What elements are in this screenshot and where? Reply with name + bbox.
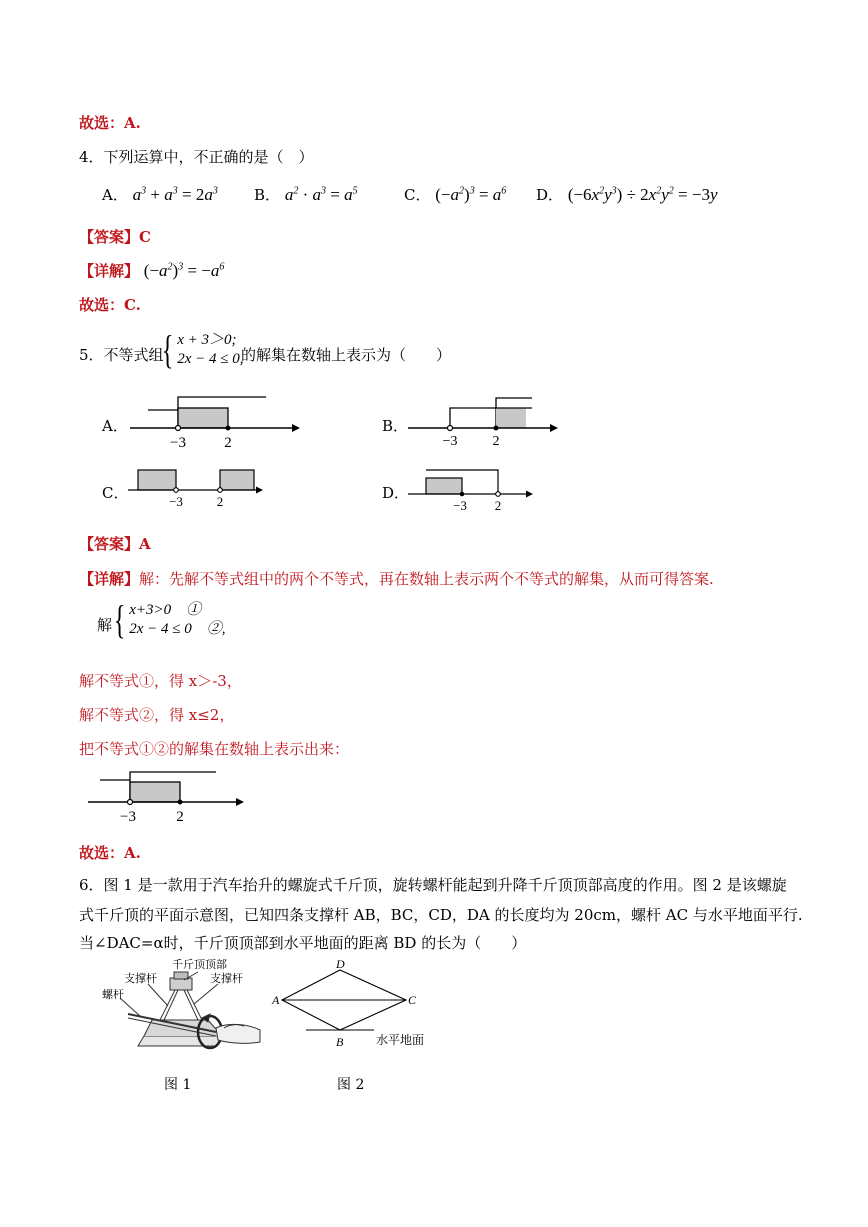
q5-system-line2: 2x − 4 ≤ 0,: [177, 351, 244, 367]
q5-option-a-label: A．: [102, 417, 128, 435]
q6-line3: 当∠DAC=α时，千斤顶顶部到水平地面的距离 BD 的长为（ ）: [79, 934, 527, 952]
q5-option-b-label: B．: [382, 417, 409, 435]
q4-option-b-label: B．: [254, 186, 281, 204]
q5-stem-suffix: 的解集在数轴上表示为（ ）: [241, 346, 452, 364]
q6-line2: 式千斤顶的平面示意图，已知四条支撑杆 AB，BC，CD，DA 的长度均为 20cm，螺杆 AC 与水平地面平行.: [79, 906, 803, 924]
q5-system-line1: x + 3＞0;: [177, 332, 237, 348]
q4-detail-formula: $(-a^2)^3 = -a^6$: [143, 261, 225, 280]
q5-option-a-numberline: [120, 390, 300, 452]
q4-option-a: [102, 184, 218, 205]
q5-c-tick-2: 2: [216, 494, 224, 509]
q4-option-c-label: C．: [404, 186, 431, 204]
q6-line1: 6．图 1 是一款用于汽车抬升的螺旋式千斤顶，旋转螺杆能起到升降千斤顶顶部高度的作用。图 2 是该螺旋: [79, 876, 787, 894]
q5-stem-prefix: 5．不等式组: [79, 346, 164, 364]
q5-step1: 解不等式①，得 x＞-3，: [79, 672, 242, 690]
q6-figure1-jack: [98, 958, 270, 1064]
q5-b-tick-neg3: −3: [442, 434, 458, 449]
q5-solve-prefix: 解: [97, 616, 113, 634]
q4-option-d: [536, 184, 718, 205]
q5-sol-tick-2: 2: [176, 809, 184, 825]
q5-option-c-numberline: [120, 462, 270, 514]
q5-c-tick-neg3: −3: [169, 494, 183, 509]
q4-option-b-formula: $a^2 \cdot a^3 = a^5$: [284, 185, 358, 204]
q5-a-tick-2: 2: [224, 435, 232, 451]
q6-fig1-rod-right-label: 支撑杆: [210, 973, 243, 985]
q5-detail-text: 解：先解不等式组中的两个不等式，再在数轴上表示两个不等式的解集，从而可得答案.: [139, 570, 714, 588]
q5-brace: {: [161, 327, 174, 372]
q4-option-c: [404, 184, 506, 205]
q5-option-c-label: C．: [102, 484, 129, 502]
q5-detail-label: 【详解】: [79, 570, 140, 588]
q4-detail: [79, 260, 224, 281]
q6-fig2-point-c: C: [408, 993, 417, 1007]
q6-fig2-ground-label: 水平地面: [376, 1033, 425, 1047]
q4-option-a-label: A．: [102, 186, 128, 204]
q6-fig2-point-a: A: [272, 993, 280, 1007]
q6-fig2-point-d: D: [336, 958, 345, 971]
q5-d-tick-2: 2: [494, 498, 502, 513]
q5-option-d-numberline: [400, 462, 540, 516]
q5-detail: [79, 568, 714, 589]
q6-figure2-rhombus: [266, 958, 436, 1058]
q4-option-b: [254, 184, 358, 205]
q6-fig1-rod-left-label: 支撑杆: [124, 973, 157, 985]
q5-solve-line1: x+3>0 ①: [129, 602, 202, 618]
q6-figure1-caption: 图 1: [164, 1077, 192, 1093]
previous-conclusion: 故选：A.: [79, 114, 141, 132]
q5-solution-numberline: [84, 762, 254, 826]
q5-solve-line2: 2x − 4 ≤ 0 ②,: [129, 621, 226, 637]
q6-fig2-point-b: B: [336, 1035, 344, 1049]
q5-answer: 【答案】A: [79, 535, 151, 553]
q5-step3: 把不等式①②的解集在数轴上表示出来：: [79, 740, 350, 758]
q4-conclusion: 故选：C.: [79, 296, 141, 314]
q4-stem: 4．下列运算中，不正确的是（ ）: [79, 148, 314, 166]
q5-option-d-label: D．: [382, 484, 410, 502]
q6-fig1-top-label: 千斤顶顶部: [172, 959, 227, 971]
q5-sol-tick-neg3: −3: [120, 809, 136, 825]
q4-detail-label: 【详解】: [79, 262, 140, 280]
q5-option-b-numberline: [400, 390, 560, 452]
q6-figure2-caption: 图 2: [337, 1077, 365, 1093]
q5-d-tick-neg3: −3: [453, 498, 467, 513]
q5-b-tick-2: 2: [492, 434, 500, 449]
q6-fig1-screw-label: 螺杆: [102, 989, 124, 1001]
q4-option-d-formula: $(-6x^2y^3) \div 2x^2y^2 = -3y$: [567, 185, 718, 204]
q5-inequality-system: [158, 327, 244, 372]
q5-step2: 解不等式②，得 x≤2，: [79, 706, 235, 724]
q5-conclusion: 故选：A.: [79, 844, 141, 862]
q4-option-d-label: D．: [536, 186, 564, 204]
q4-option-a-formula: $a^3 + a^3 = 2a^3$: [132, 185, 218, 204]
q5-a-tick-neg3: −3: [170, 435, 186, 451]
q5-solve-system: [110, 597, 226, 642]
q5-solve-brace: {: [113, 597, 126, 642]
q4-answer: 【答案】C: [79, 228, 151, 246]
q4-option-c-formula: $(-a^2)^3 = a^6$: [435, 185, 507, 204]
